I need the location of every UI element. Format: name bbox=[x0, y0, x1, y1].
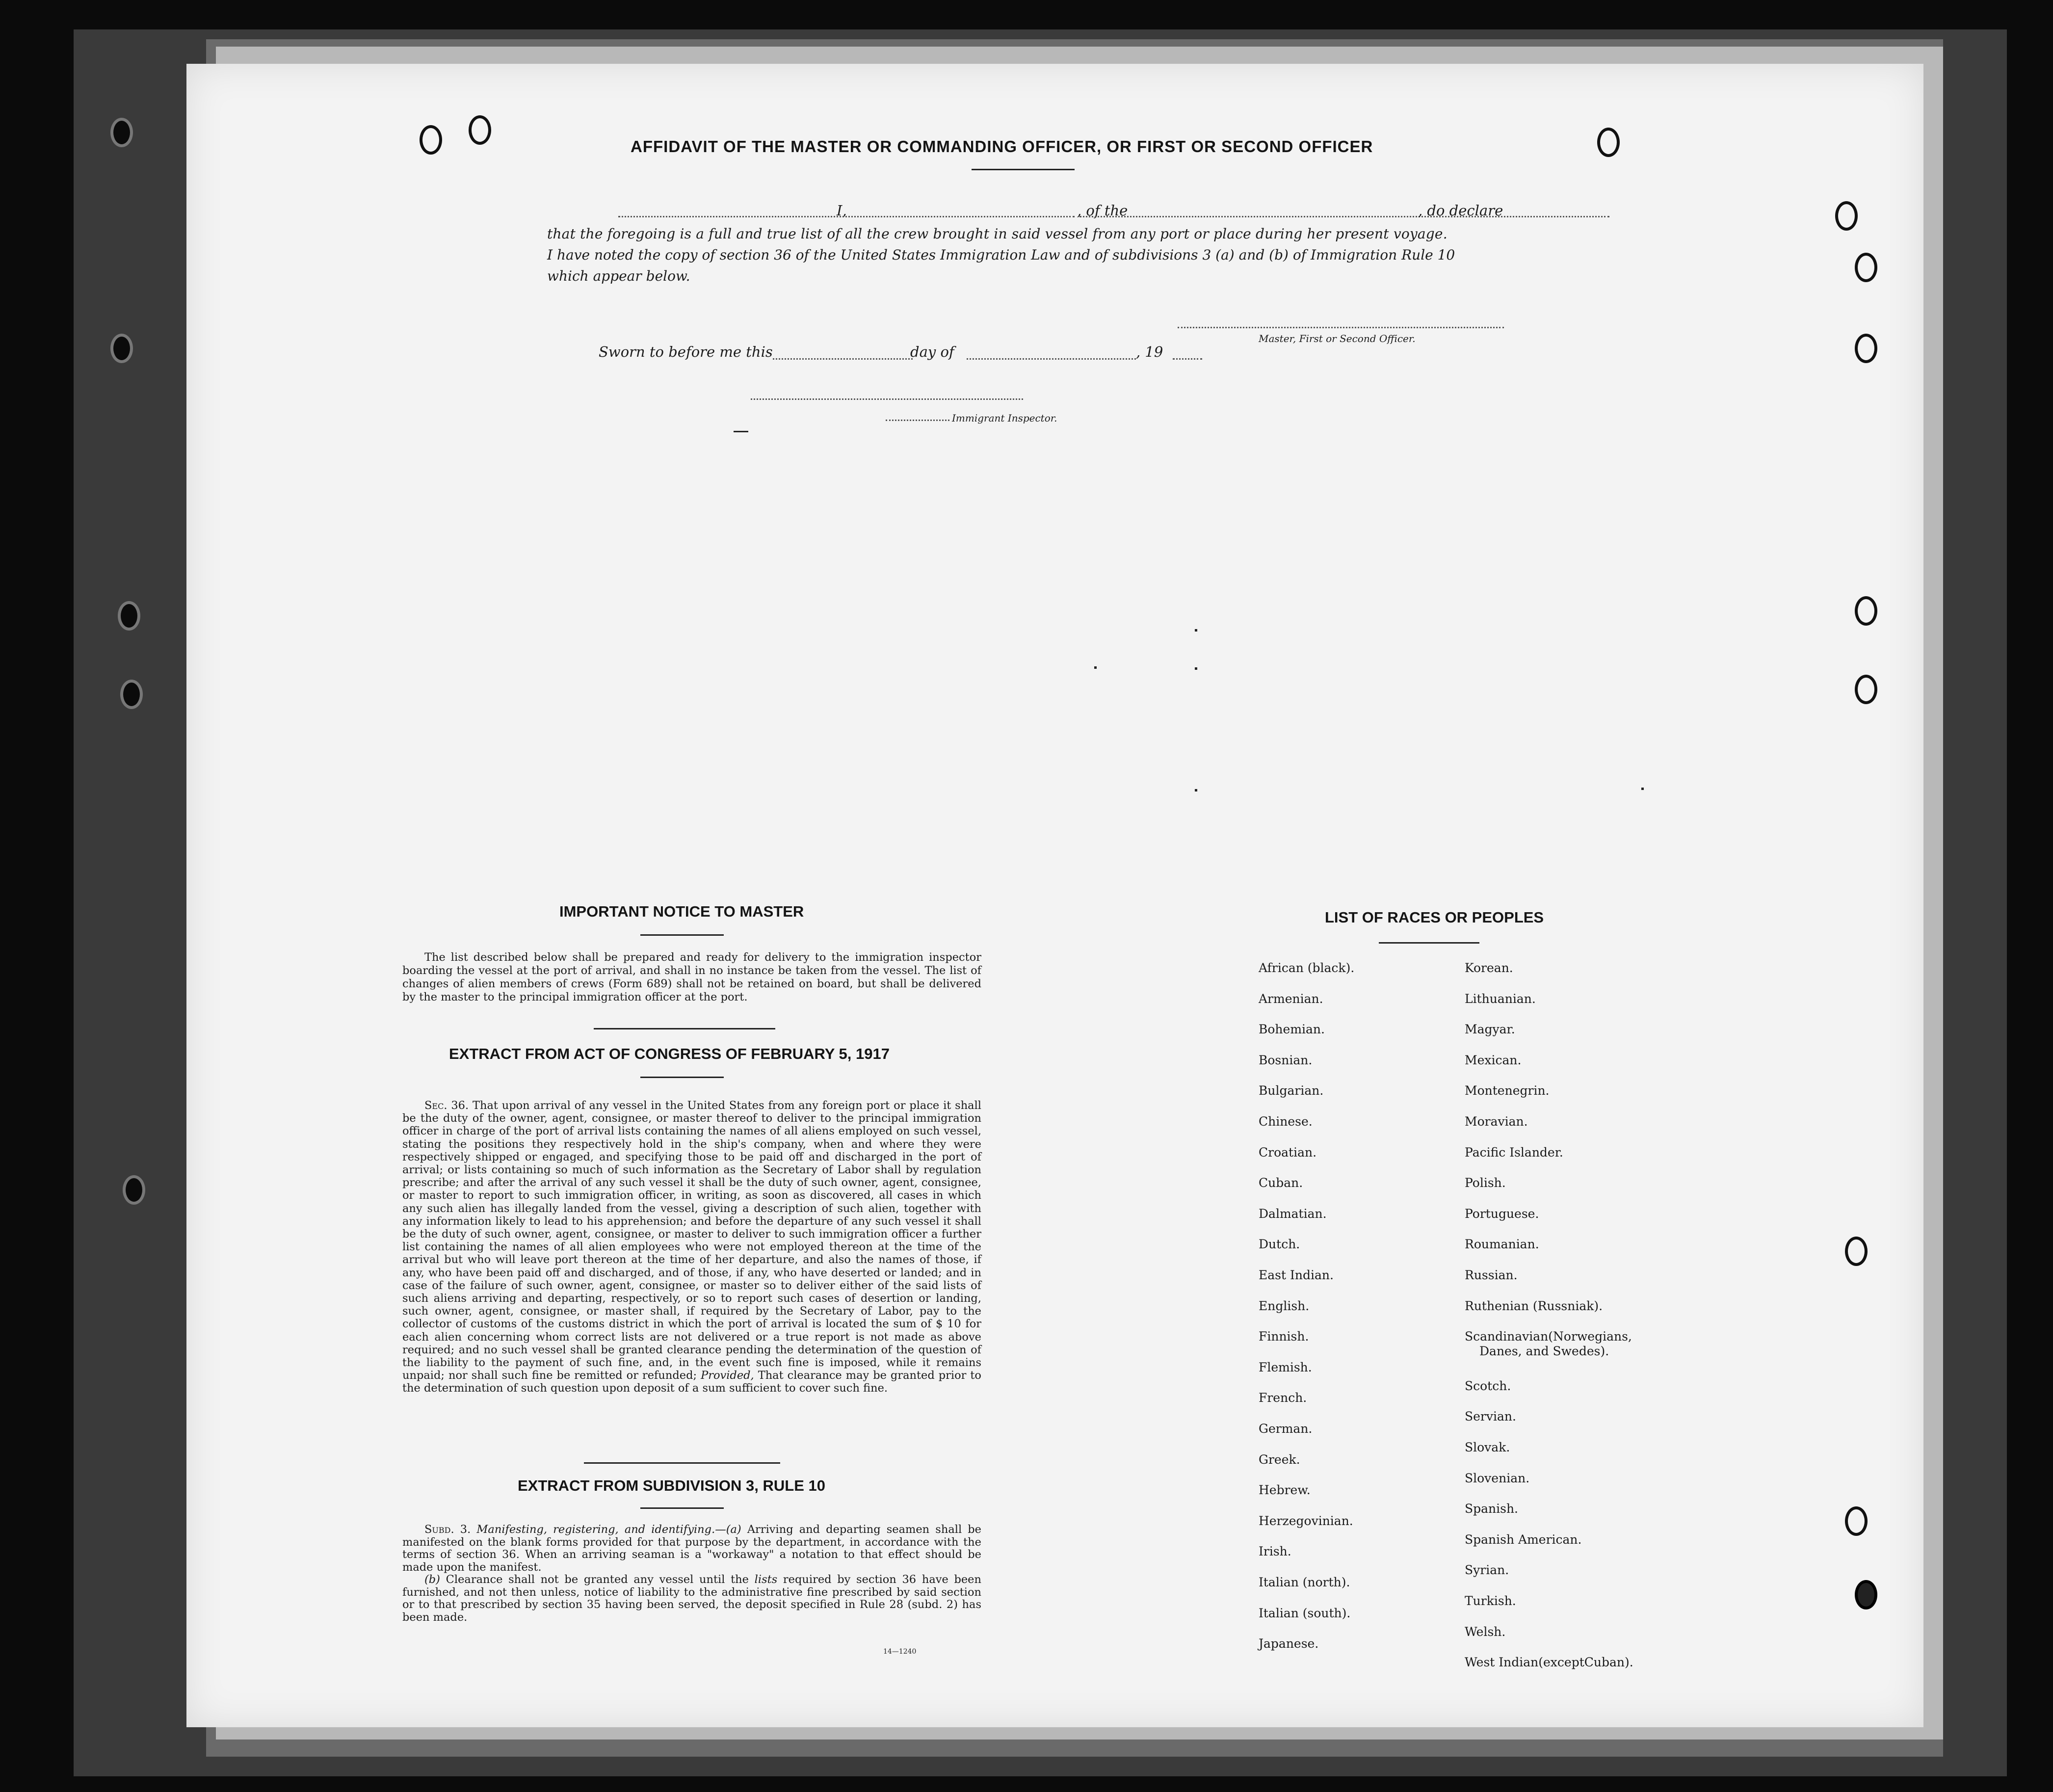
rule-underline bbox=[640, 1507, 724, 1509]
race-item: French. bbox=[1259, 1391, 1307, 1405]
race-item: Croatian. bbox=[1259, 1145, 1317, 1160]
rule-body-a: Arriving and departing seamen shall be manifested on the blank forms provided for that purpose by the department, in accordance with the terms of section 36. When an arriving seaman is a "workaway" a notation to that effect should be made upon the manifest. bbox=[402, 1523, 981, 1574]
punch-hole bbox=[1845, 1506, 1868, 1536]
act-body-end: That clearance may be granted prior to the determination of such question upon deposit of a sum sufficient to cover such fine. bbox=[402, 1369, 981, 1395]
sworn-month-blank bbox=[967, 358, 1136, 360]
punch-hole bbox=[1855, 1580, 1877, 1609]
act-text bbox=[402, 1099, 981, 1395]
race-item: Spanish. bbox=[1465, 1502, 1519, 1516]
race-item: Finnish. bbox=[1259, 1329, 1309, 1344]
label-b: (b) bbox=[424, 1573, 440, 1586]
notice-text: The list described below shall be prepared and ready for delivery to the immigration inspector boarding the vessel at the port of arrival, and shall in no instance be taken from the vessel. The list of changes of alien members of crews (Form 689) shall not be retained on board, but shall be delivered by the master to the principal immigration officer at the port. bbox=[402, 951, 981, 1003]
race-item: Bohemian. bbox=[1259, 1022, 1325, 1037]
race-item: Slovak. bbox=[1465, 1440, 1510, 1454]
race-item: Cuban. bbox=[1259, 1176, 1303, 1190]
punch-hole bbox=[1597, 128, 1620, 157]
act-divider bbox=[584, 1462, 780, 1464]
stray-mark bbox=[734, 431, 748, 432]
punch-hole bbox=[1855, 253, 1877, 282]
race-item: Mexican. bbox=[1465, 1053, 1522, 1067]
race-item: Roumanian. bbox=[1465, 1237, 1539, 1252]
binder-hole bbox=[110, 334, 133, 363]
act-body: That upon arrival of any vessel in the United States from any foreign port or place it shall be the duty of the owner, agent, consignee, or master thereof to deliver to the principal immigration officer in charge of the port of arrival lists containing the names of all aliens employed on such vessel, stating the positions they respectively hold in the ship's company, when and where they were respectively shipped or engaged, and specifying those to be paid off and discharged in the port of arrival; or lists containing so much of such information as the Secretary of Labor shall by regulation prescribe; and after the arrival of any such vessel it shall be the duty of such owner, agent, consignee, or master to report to such immigration officer, in writing, as soon as discovered, all cases in which any such alien has illegally landed from the vessel, giving a description of such alien, together with any information likely to lead to his apprehension; and before the departure of any such vessel it shall be the duty of such owner, agent, consignee, or master to deliver to such immigration officer a further list containing the names of all alien employees who were not employed thereon at the time of the arrival but who will leave port thereon at the time of her departure, and also the names of those, if any, who have been paid off and discharged, and of those, if any, who have deserted or landed; and in case of the failure of such owner, agent, consignee, or master so to deliver either of the said lists of such aliens arriving and departing, respectively, or so to report such cases of desertion or landing, such owner, agent, consignee, or master shall, if required by the Secretary of Labor, pay to the collector of customs of the customs district in which the port of arrival is located the sum of $ 10 for each alien concerning whom correct lists are not delivered or a true report is not made as above required; and no such vessel shall be granted clearance pending the determination of the question of the liability to the payment of such fine, and, in the event such fine is imposed, while it remains unpaid; nor shall such fine be remitted or refunded; bbox=[402, 1099, 981, 1382]
punch-hole bbox=[1855, 675, 1877, 704]
rule-text-b bbox=[402, 1574, 981, 1624]
binder-hole bbox=[118, 601, 140, 631]
race-item: Syrian. bbox=[1465, 1563, 1509, 1578]
affidavit-line3: I have noted the copy of section 36 of the United States Immigration Law and of subdivisions 3 (a) and (b) of Immigration Rule 10 bbox=[547, 247, 1455, 263]
race-item-continued: Danes, and Swedes). bbox=[1479, 1344, 1609, 1359]
race-item: East Indian. bbox=[1259, 1268, 1334, 1282]
speck bbox=[1641, 788, 1644, 790]
sworn-prefix: Sworn to before me this bbox=[599, 343, 773, 360]
affidavit-title: AFFIDAVIT OF THE MASTER OR COMMANDING OFFICER, OR FIRST OR SECOND OFFICER bbox=[631, 137, 1373, 156]
lists-word: lists bbox=[754, 1573, 778, 1586]
form-number: 14—1240 bbox=[883, 1648, 917, 1656]
binder-hole bbox=[110, 118, 133, 147]
race-item: Flemish. bbox=[1259, 1360, 1312, 1374]
race-item: Welsh. bbox=[1465, 1624, 1506, 1639]
binder-hole bbox=[123, 1175, 145, 1205]
punch-hole bbox=[1845, 1237, 1868, 1266]
race-item: Servian. bbox=[1465, 1409, 1516, 1424]
punch-hole bbox=[469, 115, 491, 145]
race-item: Korean. bbox=[1465, 961, 1513, 975]
inspector-label: Immigrant Inspector. bbox=[952, 412, 1057, 424]
sec-label: Sec. 36. bbox=[424, 1099, 469, 1112]
affidavit-line2: that the foregoing is a full and true list of all the crew brought in said vessel from any port or place during her present voyage. bbox=[547, 226, 1448, 242]
vessel-blank bbox=[1079, 216, 1609, 217]
punch-hole bbox=[1835, 201, 1858, 231]
race-item: Japanese. bbox=[1259, 1636, 1319, 1651]
race-item: Spanish American. bbox=[1465, 1532, 1582, 1547]
binder-hole bbox=[120, 680, 143, 709]
sworn-day-blank bbox=[773, 358, 913, 360]
inspector-signature-line bbox=[751, 398, 1023, 400]
speck bbox=[1195, 667, 1197, 670]
sworn-year: , 19 bbox=[1136, 343, 1163, 360]
notice-title: IMPORTANT NOTICE TO MASTER bbox=[559, 903, 804, 920]
race-item: Portuguese. bbox=[1465, 1206, 1539, 1221]
race-item: Moravian. bbox=[1465, 1114, 1528, 1129]
affidavit-declare: , do declare bbox=[1418, 202, 1503, 219]
race-item: Turkish. bbox=[1465, 1594, 1516, 1608]
race-item: Chinese. bbox=[1259, 1114, 1313, 1129]
sworn-year-blank bbox=[1173, 358, 1202, 360]
race-item: Dalmatian. bbox=[1259, 1206, 1327, 1221]
race-item: Greek. bbox=[1259, 1452, 1300, 1467]
subd-label: Subd. 3. bbox=[424, 1523, 471, 1536]
race-item: Dutch. bbox=[1259, 1237, 1300, 1252]
race-item: Irish. bbox=[1259, 1544, 1291, 1559]
race-item: Russian. bbox=[1465, 1268, 1518, 1282]
race-item: Ruthenian (Russniak). bbox=[1465, 1298, 1603, 1313]
subd-heading: Manifesting, registering, and identifying.—(a) bbox=[476, 1523, 741, 1536]
race-item: Hebrew. bbox=[1259, 1483, 1311, 1498]
race-item: West Indian(exceptCuban). bbox=[1465, 1655, 1633, 1670]
speck bbox=[1195, 629, 1197, 632]
race-item: Bosnian. bbox=[1259, 1053, 1313, 1067]
affidavit-of-the: , of the bbox=[1077, 202, 1128, 219]
rule-text-a bbox=[402, 1524, 981, 1574]
notice-divider bbox=[594, 1028, 775, 1029]
race-item: Armenian. bbox=[1259, 991, 1323, 1006]
punch-hole bbox=[420, 125, 442, 155]
race-item: Slovenian. bbox=[1465, 1471, 1530, 1485]
master-signature-line bbox=[1178, 327, 1504, 328]
inspector-dotted-lead bbox=[886, 420, 949, 421]
punch-hole bbox=[1855, 596, 1877, 626]
race-item: Montenegrin. bbox=[1465, 1083, 1550, 1098]
rule-body-b1: Clearance shall not be granted any vessel until the bbox=[446, 1573, 749, 1586]
race-item: Italian (south). bbox=[1259, 1606, 1351, 1620]
act-underline bbox=[640, 1077, 724, 1078]
race-item: Scandinavian(Norwegians, bbox=[1465, 1329, 1632, 1344]
race-item: Lithuanian. bbox=[1465, 991, 1536, 1006]
races-underline bbox=[1379, 942, 1479, 944]
punch-hole bbox=[1855, 334, 1877, 363]
race-item: Bulgarian. bbox=[1259, 1083, 1324, 1098]
race-item: African (black). bbox=[1259, 961, 1355, 975]
notice-underline bbox=[640, 934, 724, 936]
provided-label: Provided, bbox=[701, 1369, 754, 1382]
affidavit-line4: which appear below. bbox=[547, 268, 690, 284]
name-blank bbox=[618, 216, 1075, 217]
rule-title: EXTRACT FROM SUBDIVISION 3, RULE 10 bbox=[518, 1477, 825, 1494]
sworn-day-of: day of bbox=[910, 343, 954, 360]
race-item: Pacific Islander. bbox=[1465, 1145, 1563, 1160]
speck bbox=[1094, 666, 1097, 669]
document-sheet bbox=[186, 64, 1923, 1727]
race-item: English. bbox=[1259, 1298, 1310, 1313]
act-title: EXTRACT FROM ACT OF CONGRESS OF FEBRUARY 5, 1917 bbox=[449, 1045, 890, 1062]
race-item: Magyar. bbox=[1465, 1022, 1515, 1037]
speck bbox=[1195, 789, 1197, 791]
race-item: Polish. bbox=[1465, 1176, 1506, 1190]
race-item: Herzegovinian. bbox=[1259, 1513, 1353, 1528]
race-item: German. bbox=[1259, 1422, 1313, 1436]
races-title: LIST OF RACES OR PEOPLES bbox=[1325, 909, 1544, 926]
title-underline bbox=[972, 169, 1075, 170]
race-item: Scotch. bbox=[1465, 1378, 1511, 1393]
master-signature-label: Master, First or Second Officer. bbox=[1259, 333, 1416, 344]
rule-body-b2: required by section 36 have been furnished, and not then unless, notice of liability to the administrative fine prescribed by said section or to that prescribed by section 35 having been served, the deposit specified in Rule 28 (subd. 2) has been made. bbox=[402, 1573, 981, 1624]
race-item: Italian (north). bbox=[1259, 1575, 1350, 1589]
affidavit-i: I, bbox=[837, 202, 847, 219]
